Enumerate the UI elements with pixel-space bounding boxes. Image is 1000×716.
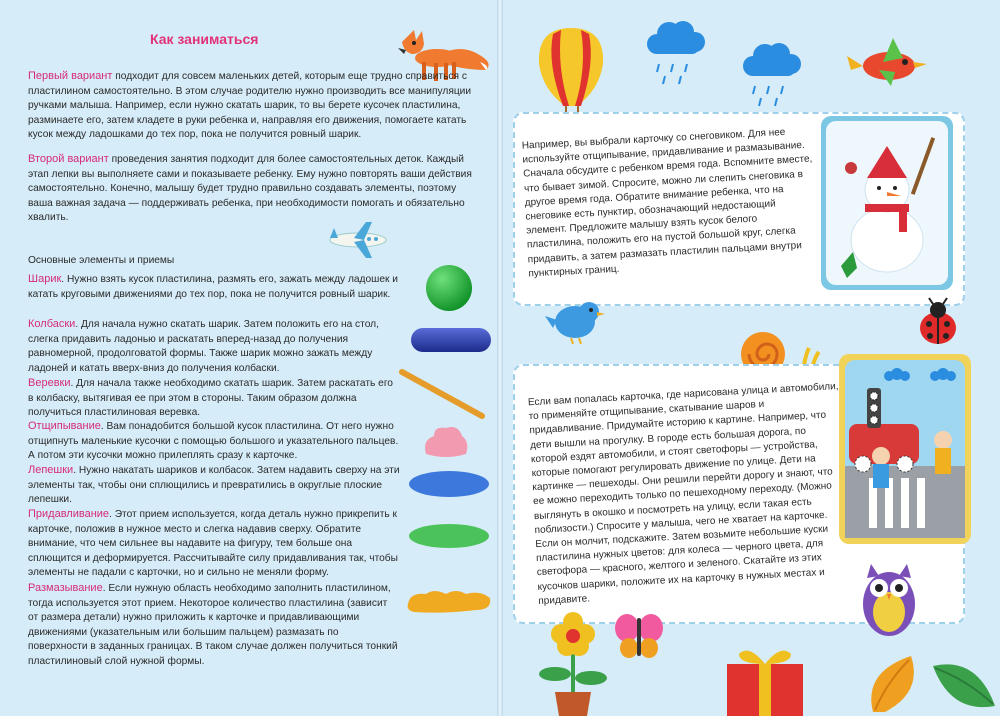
term: Отщипывание [28,420,101,432]
orange-leaf-icon [863,652,923,716]
gift-box-icon [719,640,811,716]
term: Придавливание [28,508,110,520]
element-sausage [28,317,400,376]
section-subheading: Основные элементы и приемы [28,255,175,266]
yellow-smear-icon [404,586,494,616]
element-ball [28,272,400,302]
owl-icon [857,556,921,640]
element-rope [28,376,400,421]
butterfly-icon [613,610,665,660]
term: Первый вариант [28,70,113,82]
ladybug-icon [915,296,961,348]
term: Веревки [28,377,71,389]
intro-text: подходит для совсем маленьких детей, которым еще трудно справиться с пластилином самостоятельно. В этом случае родителю нужно производить все манипуляции ручками малыша. Например, если нужно скатать шарик, то вы берете кусочек пластилина, разминаете его, затем кладете в руки ребенка и, направляя его движения, помогаете катать кусок между ладошками до тех пор, пока не получится ровный шарик. [28,71,472,141]
element-text: . Нужно взять кусок пластилина, размять его, зажать между ладошек и катать круговыми движениями до тех пор, пока не получится ровный шарик. [28,274,398,300]
element-pinching [28,419,400,464]
flower-pot-icon [533,608,613,716]
street-card-image [839,354,971,544]
element-text: . Для начала нужно скатать шарик. Затем положить его на стол, слегка придавить ладонью и раскатать вперед-назад до получения равномерной, продолговатой формы. Также шарик можно зажать между ладоней и катать вверх-вниз до получения колбаски. [28,319,379,374]
term: Шарик [28,273,62,285]
page-title: Как заниматься [150,31,259,47]
street-tip-text: Если вам попалась карточка, где нарисована улица и автомобили, то применяйте отщипывание, скатывание шаров и придавливание. Придумайте историю к картине. Например, что дети вышли на прогулку. В городе есть большая дорога, по которой ездят автомобили, и стоят светофоры — устройства, которые помогают регулировать движение по улице. Дети на картинке — пешеходы. Они решили перейти дорогу и знают, что ее можно переходить только по пешеходному переходу. (Можно выглянуть в окошко и посмотреть на улицу, если такая есть поблизости.) Спросите у малыша, чего не хватает на карточке. Если он молчит, подскажите. Затем возьмите небольшие куски пластилина нужных цветов: для колеса — черного цвета, для светофора — красного, желтого и зеленого. Скатайте из этих кусочков шарики, положите их на карточку в нужных местах и придавите. [527,381,839,607]
pink-piece-icon [420,420,472,462]
intro-paragraph-1 [28,69,476,143]
term: Размазывание [28,582,103,594]
green-ball-icon [423,262,475,314]
term: Колбаски [28,318,76,330]
element-text: . Вам понадобится большой кусок пластилина. От него нужно отщипнуть маленькие кусочки с помощью большого и указательного пальцев. А потом эти кусочки можно прилеплять сразу к карточке. [28,421,399,462]
blue-bird-icon [543,294,607,344]
blue-flatcake-icon [406,468,492,500]
left-page [0,0,497,716]
element-text: . Для начала также необходимо скатать шарик. Затем раскатать его в колбаску, вытягивая ее при этом в стороны. Таким образом должна получиться пластилиновая веревка. [28,378,393,419]
rain-cloud-icon [643,18,709,88]
snowman-card-image [821,116,953,290]
snowman-tip-text: Например, вы выбрали карточку со снеговиком. Для нее используйте отщипывание, придавливание и размазывание. Сначала обсудите с ребенком время года. Вспомните вместе, что бывает зимой. Спросите, можно ли слепить снеговика в другое время года. Обратите внимание ребенка, что на снеговике есть пунктир, обозначающий недостающий элемент. Предложите малышу взять кусок белого пластилина, положить его на пустой большой круг, слегка придавить, а затем размазать пластилин пальцами внутри пунктирных границ. [521,126,813,280]
element-text: . Нужно накатать шариков и колбасок. Затем надавить сверху на эти элементы так, чтобы они сплющились и превратились в округлые плоские лепешки. [28,465,400,506]
right-page [503,0,1000,716]
bird-icon [843,36,929,94]
green-leaf-icon [927,656,997,716]
green-flatcake-icon [406,520,492,552]
element-smearing [28,581,400,670]
element-text: . Этот прием используется, когда деталь нужно прикрепить к карточке, положив в нужное место и слегка надавив сверху. Обратите внимание, что чем сильнее вы надавите на фигуру, тем больше она сплющится и деформируется. Рассчитывайте силу придавливания так, чтобы элементы не падали с карточки, но и сильно не меняли форму. [28,509,398,579]
term: Второй вариант [28,153,109,165]
orange-rope-icon [396,366,490,422]
intro-text: проведения занятия подходит для более самостоятельных деток. Каждый этап лепки вы выполняете сами и показываете ребенку. Ему нужно повторять ваши действия самостоятельно. Конечно, малышу будет трудно правильно создавать элементы, поэтому ваша важная задача — поддерживать ребенка, при необходимости помогать и обязательно хвалить. [28,154,472,224]
element-flatcakes [28,463,400,508]
airplane-illustration [326,218,388,262]
term: Лепешки [28,464,74,476]
element-text: . Если нужную область необходимо заполнить пластилином, тогда используется этот прием. Некоторое количество пластилина (зависит от размера детали) нужно приложить к карточке и придавливающими движениями (указательным или большим пальцем) размазать по поверхности в заданных границах. В таком случае должен получиться тонкий пластилиновый слой нужной формы. [28,583,398,667]
rain-cloud-icon-2 [739,40,805,114]
intro-paragraph-2 [28,152,476,226]
blue-sausage-icon [408,325,494,355]
element-pressing [28,507,400,581]
